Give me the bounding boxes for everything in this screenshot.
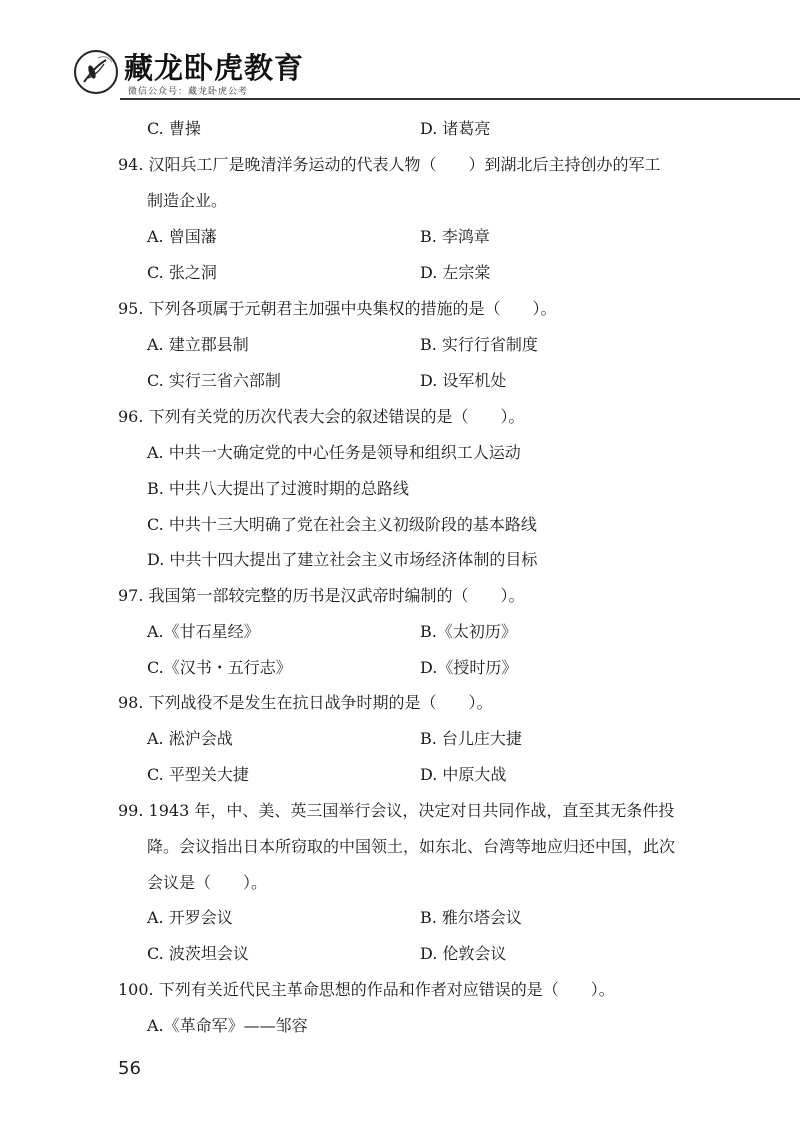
brand-subtitle: 微信公众号：藏龙卧虎公考 bbox=[128, 87, 249, 97]
question-stem bbox=[118, 154, 661, 176]
option: D. 诸葛亮 bbox=[420, 119, 491, 138]
option: B. 实行行省制度 bbox=[420, 335, 538, 354]
option: C.《汉书・五行志》 bbox=[147, 658, 292, 677]
option: D. 中原大战 bbox=[420, 765, 507, 784]
option: D. 左宗棠 bbox=[420, 263, 491, 282]
option: C. 张之洞 bbox=[147, 263, 217, 282]
option: D. 设军机处 bbox=[420, 371, 507, 390]
question-text: 汉阳兵工厂是晚清洋务运动的代表人物（ ）到湖北后主持创办的军工 bbox=[148, 155, 661, 174]
option: B. 雅尔塔会议 bbox=[420, 908, 522, 927]
question-text: 下列有关近代民主革命思想的作品和作者对应错误的是（ ）。 bbox=[158, 980, 615, 999]
question-number: 100. bbox=[118, 980, 154, 999]
option: B. 中共八大提出了过渡时期的总路线 bbox=[147, 479, 409, 498]
question-text-continued: 降。会议指出日本所窃取的中国领土，如东北、台湾等地应归还中国，此次 bbox=[147, 837, 676, 856]
question-text: 1943 年，中、美、英三国举行会议，决定对日共同作战，直至其无条件投 bbox=[148, 801, 675, 820]
option: A.《革命军》——邹容 bbox=[147, 1016, 308, 1035]
option: C. 实行三省六部制 bbox=[147, 371, 281, 390]
option: D.《授时历》 bbox=[420, 658, 518, 677]
page-number: 56 bbox=[118, 1058, 141, 1079]
option: A. 中共一大确定党的中心任务是领导和组织工人运动 bbox=[147, 443, 521, 462]
question-number: 96. bbox=[118, 407, 144, 426]
option: C. 平型关大捷 bbox=[147, 765, 249, 784]
option: D. 伦敦会议 bbox=[420, 944, 507, 963]
question-number: 98. bbox=[118, 693, 144, 712]
dragon-tiger-logo-icon bbox=[76, 52, 116, 92]
option: A. 淞沪会战 bbox=[147, 729, 233, 748]
option: B.《太初历》 bbox=[420, 622, 517, 641]
option: C. 波茨坦会议 bbox=[147, 944, 249, 963]
question-stem bbox=[118, 692, 493, 714]
option: B. 李鸿章 bbox=[420, 227, 490, 246]
question-stem bbox=[118, 979, 615, 1001]
question-number: 94. bbox=[118, 155, 144, 174]
brand-logo bbox=[74, 50, 118, 94]
option: A. 曾国藩 bbox=[147, 227, 217, 246]
option: A. 开罗会议 bbox=[147, 908, 233, 927]
question-text: 下列有关党的历次代表大会的叙述错误的是（ ）。 bbox=[148, 407, 525, 426]
option: A.《甘石星经》 bbox=[147, 622, 260, 641]
question-text-continued: 制造企业。 bbox=[147, 191, 228, 210]
question-text: 我国第一部较完整的历书是汉武帝时编制的（ ）。 bbox=[148, 586, 525, 605]
option: B. 台儿庄大捷 bbox=[420, 729, 522, 748]
question-stem bbox=[118, 406, 525, 428]
question-number: 95. bbox=[118, 299, 144, 318]
question-number: 99. bbox=[118, 801, 144, 820]
header-divider bbox=[120, 98, 800, 100]
question-number: 97. bbox=[118, 586, 144, 605]
option: C. 曹操 bbox=[147, 119, 201, 138]
page-header bbox=[0, 0, 800, 102]
question-text-continued: 会议是（ ）。 bbox=[147, 873, 268, 892]
question-stem bbox=[118, 298, 557, 320]
question-stem bbox=[118, 585, 525, 607]
option: A. 建立郡县制 bbox=[147, 335, 249, 354]
brand-title: 藏龙卧虎教育 bbox=[124, 51, 305, 85]
question-stem bbox=[118, 800, 674, 822]
option: D. 中共十四大提出了建立社会主义市场经济体制的目标 bbox=[147, 550, 538, 569]
question-text: 下列战役不是发生在抗日战争时期的是（ ）。 bbox=[148, 693, 493, 712]
question-text: 下列各项属于元朝君主加强中央集权的措施的是（ ）。 bbox=[148, 299, 557, 318]
option: C. 中共十三大明确了党在社会主义初级阶段的基本路线 bbox=[147, 515, 537, 534]
